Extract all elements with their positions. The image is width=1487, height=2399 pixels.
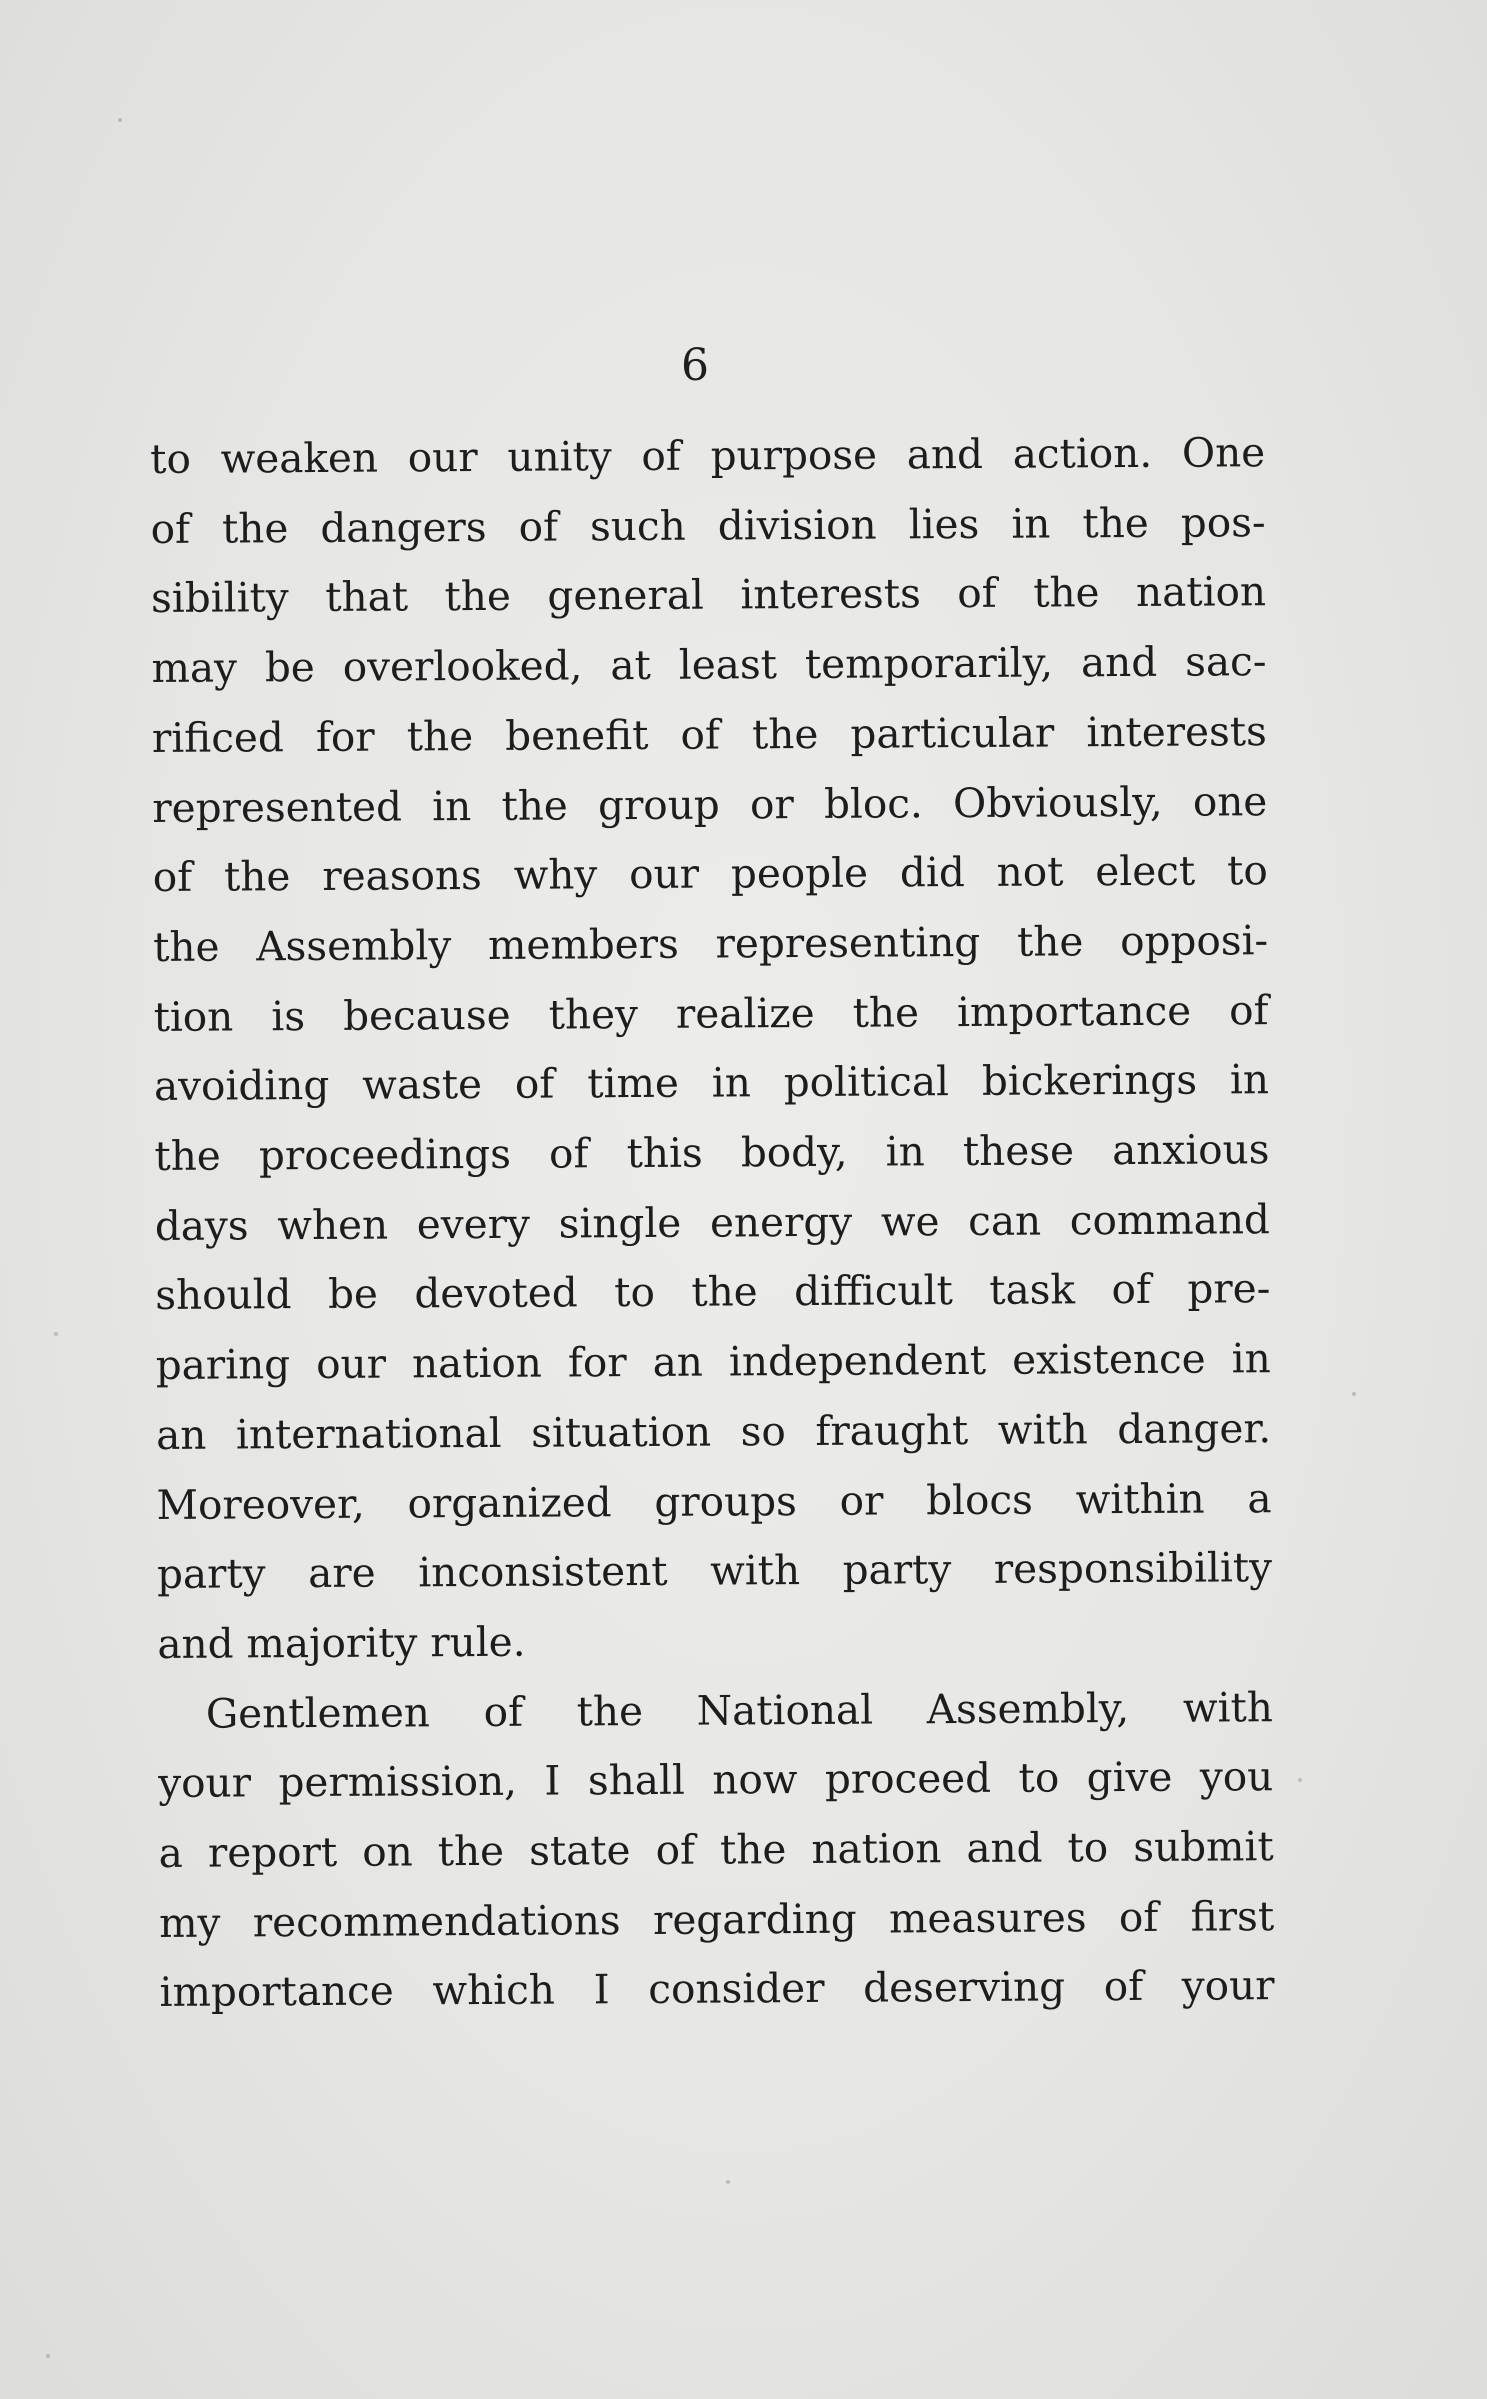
text-line: represented in the group or bloc. Obviously, one [152, 776, 1268, 832]
text-line: rificed for the benefit of the particular interests [151, 706, 1268, 762]
text-line: should be devoted to the difficult task of pre- [155, 1264, 1271, 1320]
text-line: paring our nation for an independent existence in [155, 1334, 1271, 1390]
text-line: tion is because they realize the importance of [153, 985, 1269, 1041]
text-line: may be overlooked, at least temporarily, and sac- [151, 637, 1267, 693]
text-line: sibility that the general interests of the nation [150, 567, 1267, 623]
text-line: Gentlemen of the National Assembly, with [205, 1682, 1273, 1738]
paper-speck [118, 118, 122, 122]
text-line: a report on the state of the nation and to submit [158, 1822, 1274, 1878]
text-line: of the reasons why our people did not elect to [152, 846, 1268, 902]
text-line: Moreover, organized groups or blocs within a [156, 1473, 1272, 1529]
paper-speck [1352, 1392, 1356, 1396]
text-line: importance which I consider deserving of your [159, 1961, 1275, 2017]
paper-speck [1298, 1778, 1302, 1782]
text-line: your permission, I shall now proceed to give you [158, 1752, 1274, 1808]
text-line: my recommendations regarding measures of first [159, 1891, 1275, 1947]
text-line: an international situation so fraught with danger. [156, 1404, 1272, 1459]
text-line: of the dangers of such division lies in the pos- [150, 497, 1266, 553]
text-line: party are inconsistent with party responsibility [156, 1543, 1273, 1599]
text-line: days when every single energy we can command [154, 1194, 1271, 1250]
paper-speck [726, 2180, 730, 2184]
text-line: and majority rule. [157, 1617, 526, 1668]
text-line: to weaken our unity of purpose and action. One [150, 428, 1266, 483]
paper-speck [54, 1332, 58, 1336]
paper-speck [46, 2354, 50, 2358]
body-text [150, 418, 1275, 2028]
page-number: 6 [681, 340, 709, 391]
text-line: the Assembly members representing the opposi- [153, 916, 1269, 971]
text-line: the proceedings of this body, in these anxious [154, 1125, 1270, 1181]
text-line: avoiding waste of time in political bickerings in [153, 1055, 1270, 1111]
